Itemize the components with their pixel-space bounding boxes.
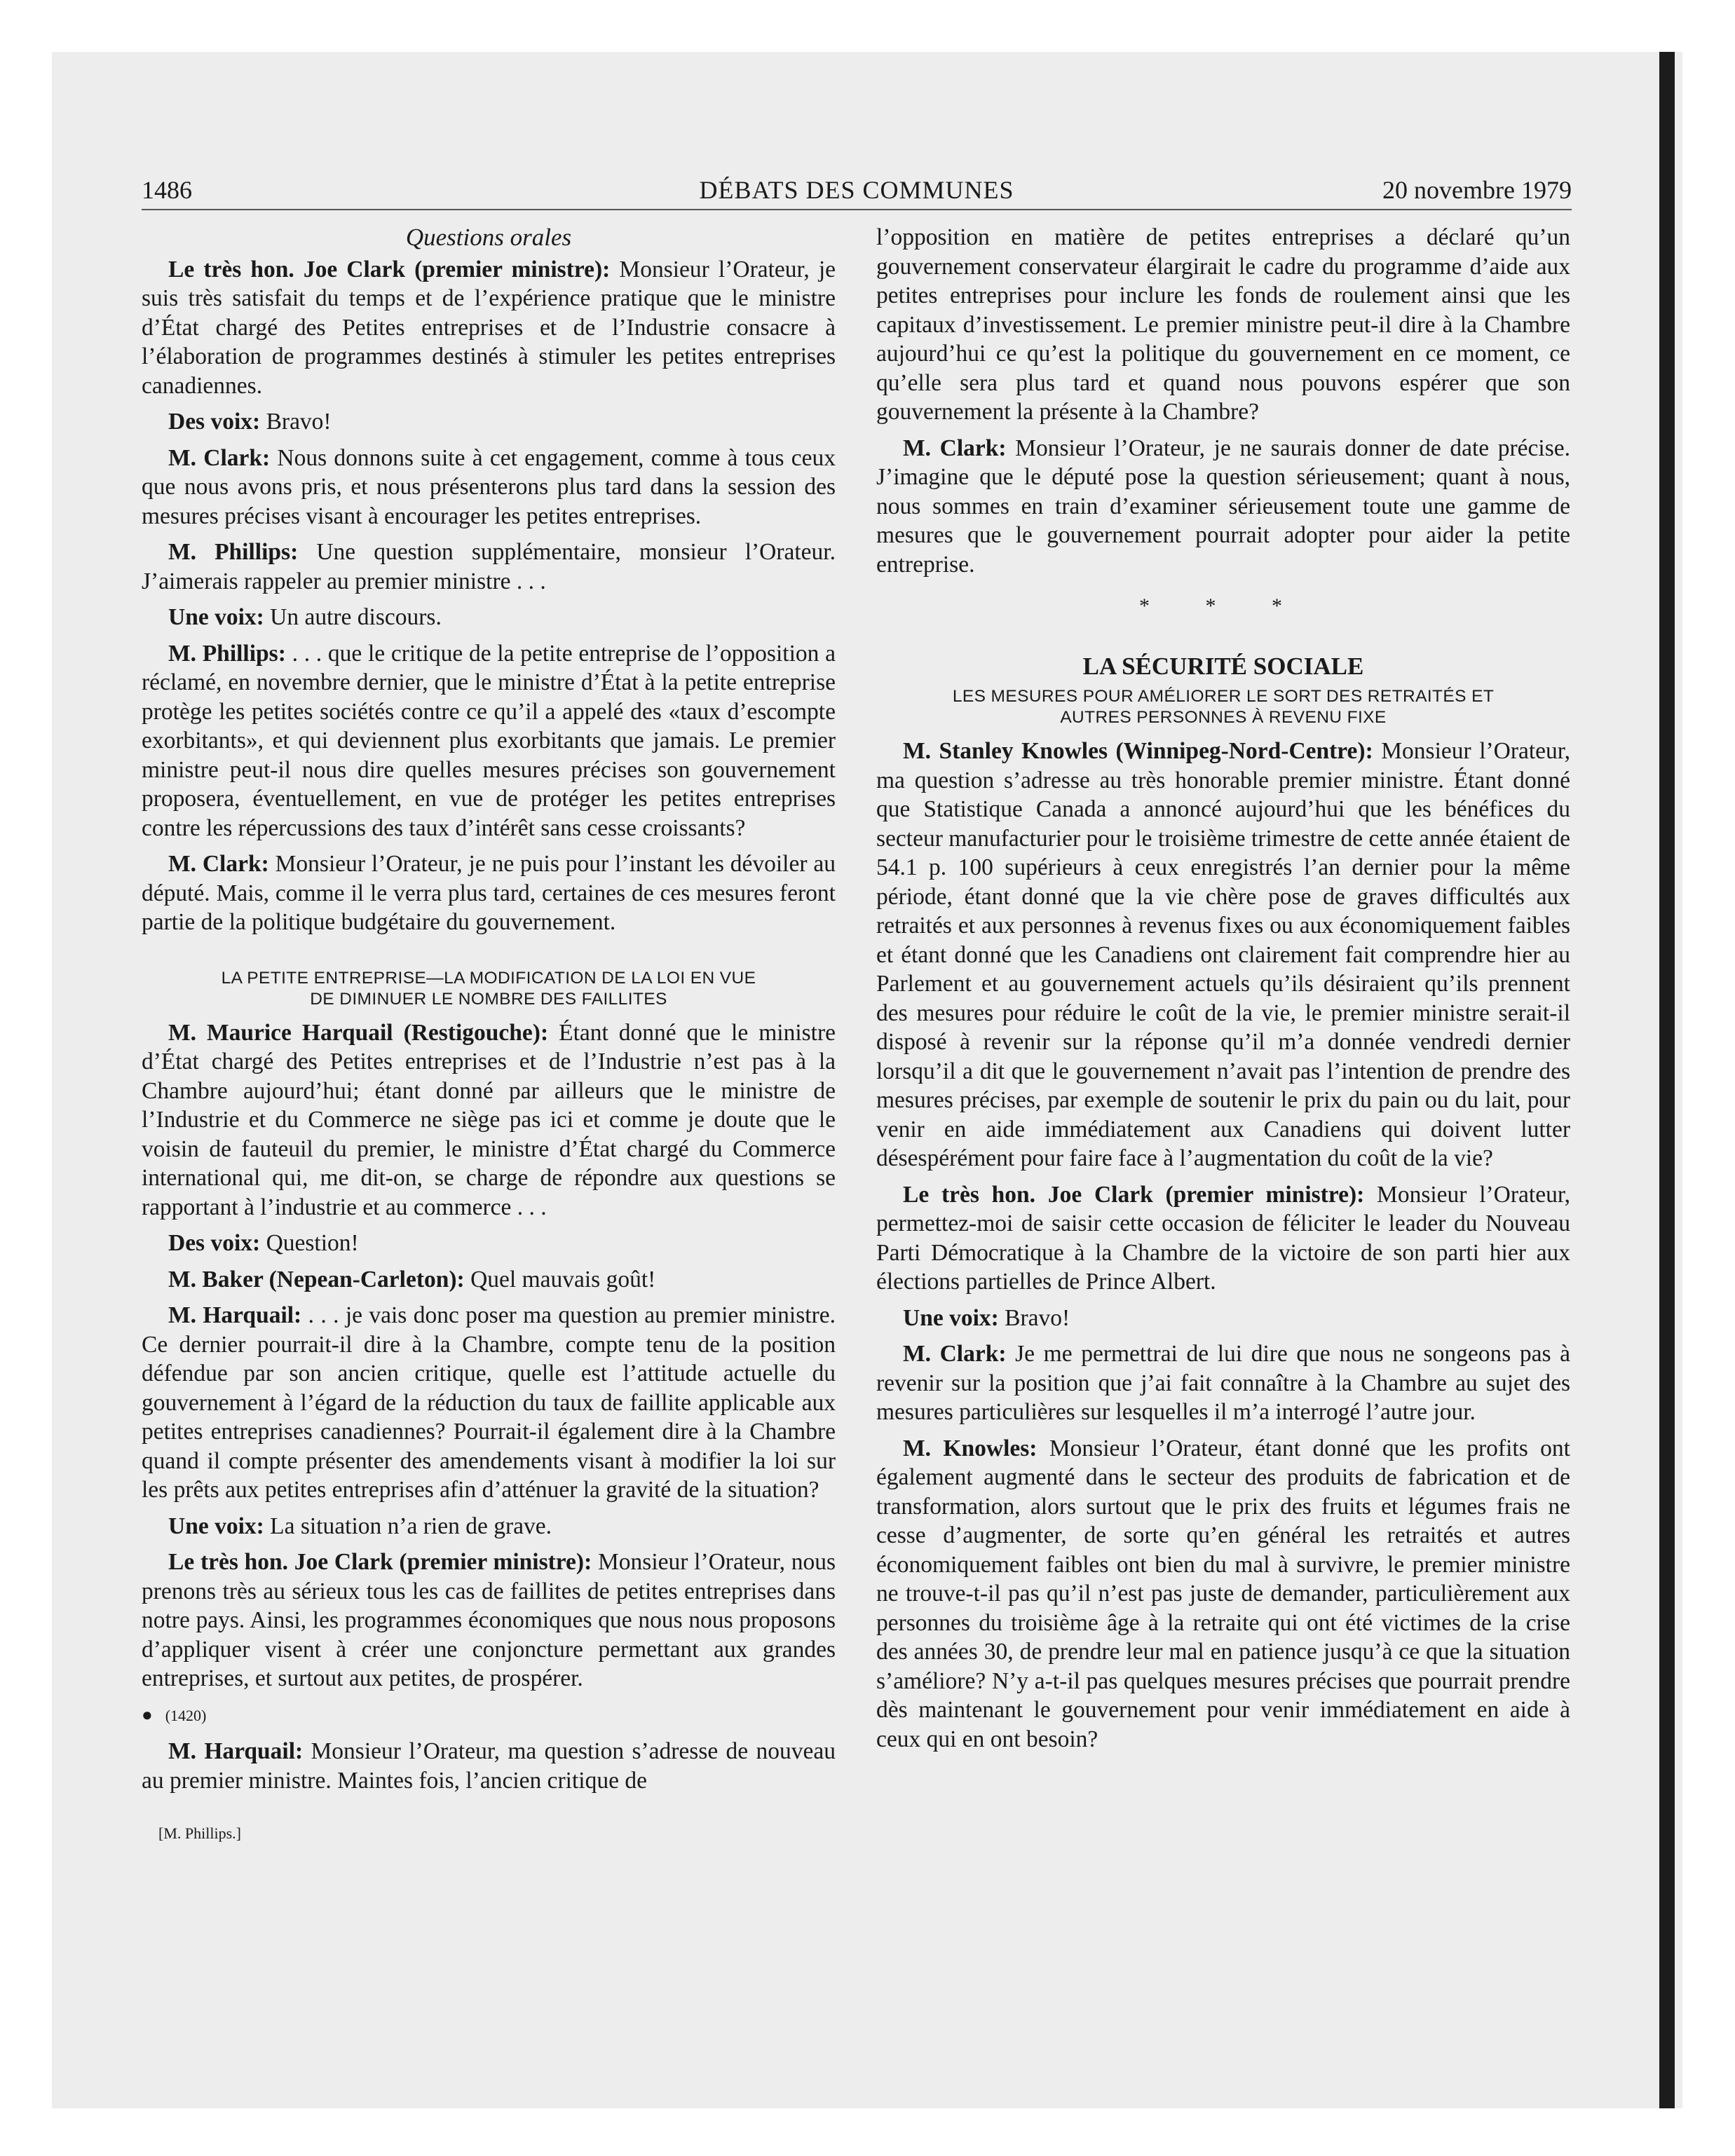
paragraph xyxy=(876,1180,1570,1297)
speaker: M. Phillips: xyxy=(168,640,286,667)
subheading-line: LA PETITE ENTREPRISE—LA MODIFICATION DE LA LOI EN VUE xyxy=(221,968,756,988)
paragraph xyxy=(142,639,836,843)
speech-text: Monsieur l’Orateur, ma question s’adresse de nouveau au premier ministre. Maintes fois, l’ancien critique de xyxy=(142,1738,836,1794)
paragraph xyxy=(142,1737,836,1795)
paragraph xyxy=(142,538,836,596)
speaker: M. Phillips: xyxy=(168,539,299,565)
speech-text: l’opposition en matière de petites entreprises a déclaré qu’un gouvernement conservateur élargirait le cadre du programme d’aide aux petites entreprises pour inclure les fonds de roulement ainsi que les capitaux d’investissement. Le premier ministre peut-il dire à la Chambre aujourd’hui ce qu’est la politique du gouvernement en ce moment, ce qu’elle sera plus tard et quand nous pouvons espérer que son gouvernement la présente à la Chambre? xyxy=(876,224,1570,425)
speech-text: Monsieur l’Orateur, permettez-moi de saisir cette occasion de féliciter le leader du Nouveau Parti Démocratique à la Chambre de la victoire de son parti hier aux élections partielles de Prince Albert. xyxy=(876,1181,1571,1295)
speech-text: Un autre discours. xyxy=(264,604,442,630)
speaker: M. Baker (Nepean-Carleton): xyxy=(168,1266,465,1292)
paragraph xyxy=(876,434,1570,580)
paragraph xyxy=(876,1304,1570,1333)
speaker: M. Clark: xyxy=(168,851,269,877)
paragraph xyxy=(876,1434,1570,1754)
timestamp: (1420) xyxy=(165,1706,207,1724)
speaker: M. Clark: xyxy=(903,435,1007,461)
main-heading: LA SÉCURITÉ SOCIALE xyxy=(1082,652,1364,680)
speaker: M. Clark: xyxy=(168,444,271,471)
speaker: Des voix: xyxy=(168,409,261,435)
left-column xyxy=(142,223,836,1848)
speaker: Une voix: xyxy=(168,1513,264,1539)
speech-text: Question! xyxy=(260,1230,359,1256)
speech-text: Monsieur l’Orateur, je ne puis pour l’instant les dévoiler au député. Mais, comme il le verra plus tard, certaines de ces mesures feront partie de la politique budgétaire du gouvernement. xyxy=(142,851,836,935)
page-date: 20 novembre 1979 xyxy=(1382,176,1572,204)
paragraph xyxy=(876,1339,1570,1427)
paragraph xyxy=(142,1018,836,1222)
speech-text: Monsieur l’Orateur, je ne saurais donner de date précise. J’imagine que le député pose la question sérieusement; quant à nous, nous sommes en train d’examiner sérieusement toute une gamme de mesures que le gouvernement pourrait adopter pour aider la petite entreprise. xyxy=(876,435,1570,578)
timestamp-marker xyxy=(142,1700,836,1731)
paragraph xyxy=(142,850,836,937)
speaker: Le très hon. Joe Clark (premier ministre): xyxy=(903,1181,1365,1208)
speaker: M. Harquail: xyxy=(168,1738,304,1764)
speech-text: . . . que le critique de la petite entreprise de l’opposition a réclamé, en novembre dernier, que le ministre d’État à la petite entreprise protège les petites sociétés contre ce qu’il a appelé des «taux d’escompte exorbitants», et qui deviennent plus exorbitants que jamais. Le premier ministre peut-il nous dire quelles mesures précises son gouvernement proposera, éventuellement, en vue de protéger les petites entreprises contre les répercussions des taux d’intérêt sans cesse croissants? xyxy=(142,640,836,841)
speaker: M. Maurice Harquail (Restigouche): xyxy=(168,1019,549,1046)
paragraph xyxy=(142,1301,836,1505)
speaker: Le très hon. Joe Clark (premier ministre): xyxy=(168,256,611,282)
paragraph xyxy=(876,223,1570,427)
subheading xyxy=(142,968,836,1010)
right-column xyxy=(876,223,1570,1761)
section-title: Questions orales xyxy=(405,224,572,251)
page-header xyxy=(142,174,1572,206)
speech-text: Étant donné que le ministre d’État chargé des Petites entreprises et de l’Industrie n’est pas à la Chambre aujourd’hui; étant donné par ailleurs que le ministre de l’Industrie et du Commerce ne siège pas ici et comme je doute que le voisin de fauteuil du premier, le ministre d’État chargé du Commerce international qui, me dit-on, se charge de répondre aux questions se rapportant à l’industrie et au commerce . . . xyxy=(142,1019,836,1220)
speech-text: Une question supplémentaire, monsieur l’Orateur. J’aimerais rappeler au premier ministre . . . xyxy=(142,539,836,594)
speech-text: Quel mauvais goût! xyxy=(464,1266,656,1292)
speaker: Une voix: xyxy=(168,604,264,630)
speaker: M. Harquail: xyxy=(168,1302,302,1328)
paragraph xyxy=(142,1229,836,1258)
page-number: 1486 xyxy=(142,176,192,204)
speech-text: Monsieur l’Orateur, étant donné que les profits ont également augmenté dans le secteur des produits de fabrication et de transformation, alors surtout que le prix des fruits et légumes frais ne cesse d’augmenter, de sorte qu’en général les retraités et autres économiquement faibles ont bien du mal à survivre, le premier ministre ne trouve-t-il pas qu’il n’est pas juste de demander, particulièrement aux personnes du troisième âge à la retraite qui ont été victimes de la crise des années 30, de prendre leur mal en patience jusqu’à ce que la situation s’améliore? N’y a-t-il pas quelques mesures précises que pourrait prendre dès maintenant le gouvernement pour venir immédiatement en aide à ceux qui en ont besoin? xyxy=(876,1435,1570,1752)
speech-text: . . . je vais donc poser ma question au premier ministre. Ce dernier pourrait-il dire à la Chambre, compte tenu de la position défendue par son ancien critique, quelle est l’attitude actuelle du gouvernement à l’égard de la réduction du taux de faillite applicable aux petites entreprises canadiennes? Pourrait-il également dire à la Chambre quand il compte présenter des amendements visant à modifier la loi sur les prêts aux petites entreprises afin d’atténuer la gravité de la situation? xyxy=(142,1302,836,1503)
speech-text: Monsieur l’Orateur, je suis très satisfait du temps et de l’expérience pratique que le ministre d’État chargé des Petites entreprises et de l’Industrie consacre à l’élaboration de programmes destinés à stimuler les petites entreprises canadiennes. xyxy=(142,256,836,399)
paragraph xyxy=(142,603,836,632)
paragraph xyxy=(876,737,1570,1173)
speaker: M. Clark: xyxy=(903,1341,1007,1367)
section-separator: * * * xyxy=(1139,594,1307,618)
speaker: M. Stanley Knowles (Winnipeg-Nord-Centre): xyxy=(903,738,1373,764)
footnote: [M. Phillips.] xyxy=(158,1824,241,1842)
scan-edge-bar xyxy=(1659,52,1675,2108)
paragraph xyxy=(142,444,836,531)
speech-text: Bravo! xyxy=(998,1304,1070,1331)
speaker: Le très hon. Joe Clark (premier ministre): xyxy=(168,1549,592,1575)
subheading-line: AUTRES PERSONNES À REVENU FIXE xyxy=(1060,708,1387,727)
paragraph xyxy=(142,407,836,437)
speech-text: Nous donnons suite à cet engagement, comme à tous ceux que nous avons pris, et nous présenterons plus tard dans la session des mesures précises visant à encourager les petites entreprises. xyxy=(142,444,836,529)
speech-text: Monsieur l’Orateur, ma question s’adresse au très honorable premier ministre. Étant donné que Statistique Canada a annoncé aujourd’hui que les bénéfices du secteur manufacturier pour le troisième trimestre de cette année étaient de 54.1 p. 100 supérieurs à ceux enregistrés l’an dernier pour la même période, étant donné que la vie chère pose de graves difficultés aux retraités et aux personnes à revenus fixes ou aux économiquement faibles et étant donné que les Canadiens ont clairement fait comprendre hier au Parlement et au gouvernement actuels qu’ils désiraient qu’ils prennent des mesures pour réduire le coût de la vie, le premier ministre serait-il disposé à revenir sur la réponse qu’il m’a donnée vendredi dernier lorsqu’il a dit que le gouvernement n’avait pas l’intention de prendre des mesures précises, par exemple de soutenir le prix du pain ou du lait, pour venir en aide immédiatement aux Canadiens qui doivent lutter désespérément pour faire face à l’augmentation du coût de la vie? xyxy=(876,738,1570,1171)
speech-text: La situation n’a rien de grave. xyxy=(264,1513,552,1539)
paragraph xyxy=(142,1265,836,1295)
subheading-line: LES MESURES POUR AMÉLIORER LE SORT DES RETRAITÉS ET xyxy=(952,687,1495,706)
header-rule xyxy=(142,209,1572,210)
subheading-line: DE DIMINUER LE NOMBRE DES FAILLITES xyxy=(310,989,667,1009)
paragraph xyxy=(142,1548,836,1693)
paragraph xyxy=(142,255,836,401)
speech-text: Bravo! xyxy=(260,409,332,435)
speaker: Une voix: xyxy=(903,1304,999,1331)
speech-text: Je me permettrai de lui dire que nous ne songeons pas à revenir sur la position que j’ai fait connaître à la Chambre au sujet des mesures particulières sur lesquelles il m’a interrogé l’autre jour. xyxy=(876,1341,1570,1425)
speaker: Des voix: xyxy=(168,1230,261,1256)
subheading xyxy=(876,686,1570,728)
speech-text: Monsieur l’Orateur, nous prenons très au sérieux tous les cas de faillites de petites entreprises dans notre pays. Ainsi, les programmes économiques que nous nous proposons d’appliquer visent à créer une conjoncture permettant aux grandes entreprises, et surtout aux petites, de prospérer. xyxy=(142,1549,836,1691)
paragraph xyxy=(142,1512,836,1541)
bullet-icon: ● xyxy=(142,1704,153,1725)
publication-title: DÉBATS DES COMMUNES xyxy=(699,176,1014,204)
speaker: M. Knowles: xyxy=(903,1435,1037,1461)
